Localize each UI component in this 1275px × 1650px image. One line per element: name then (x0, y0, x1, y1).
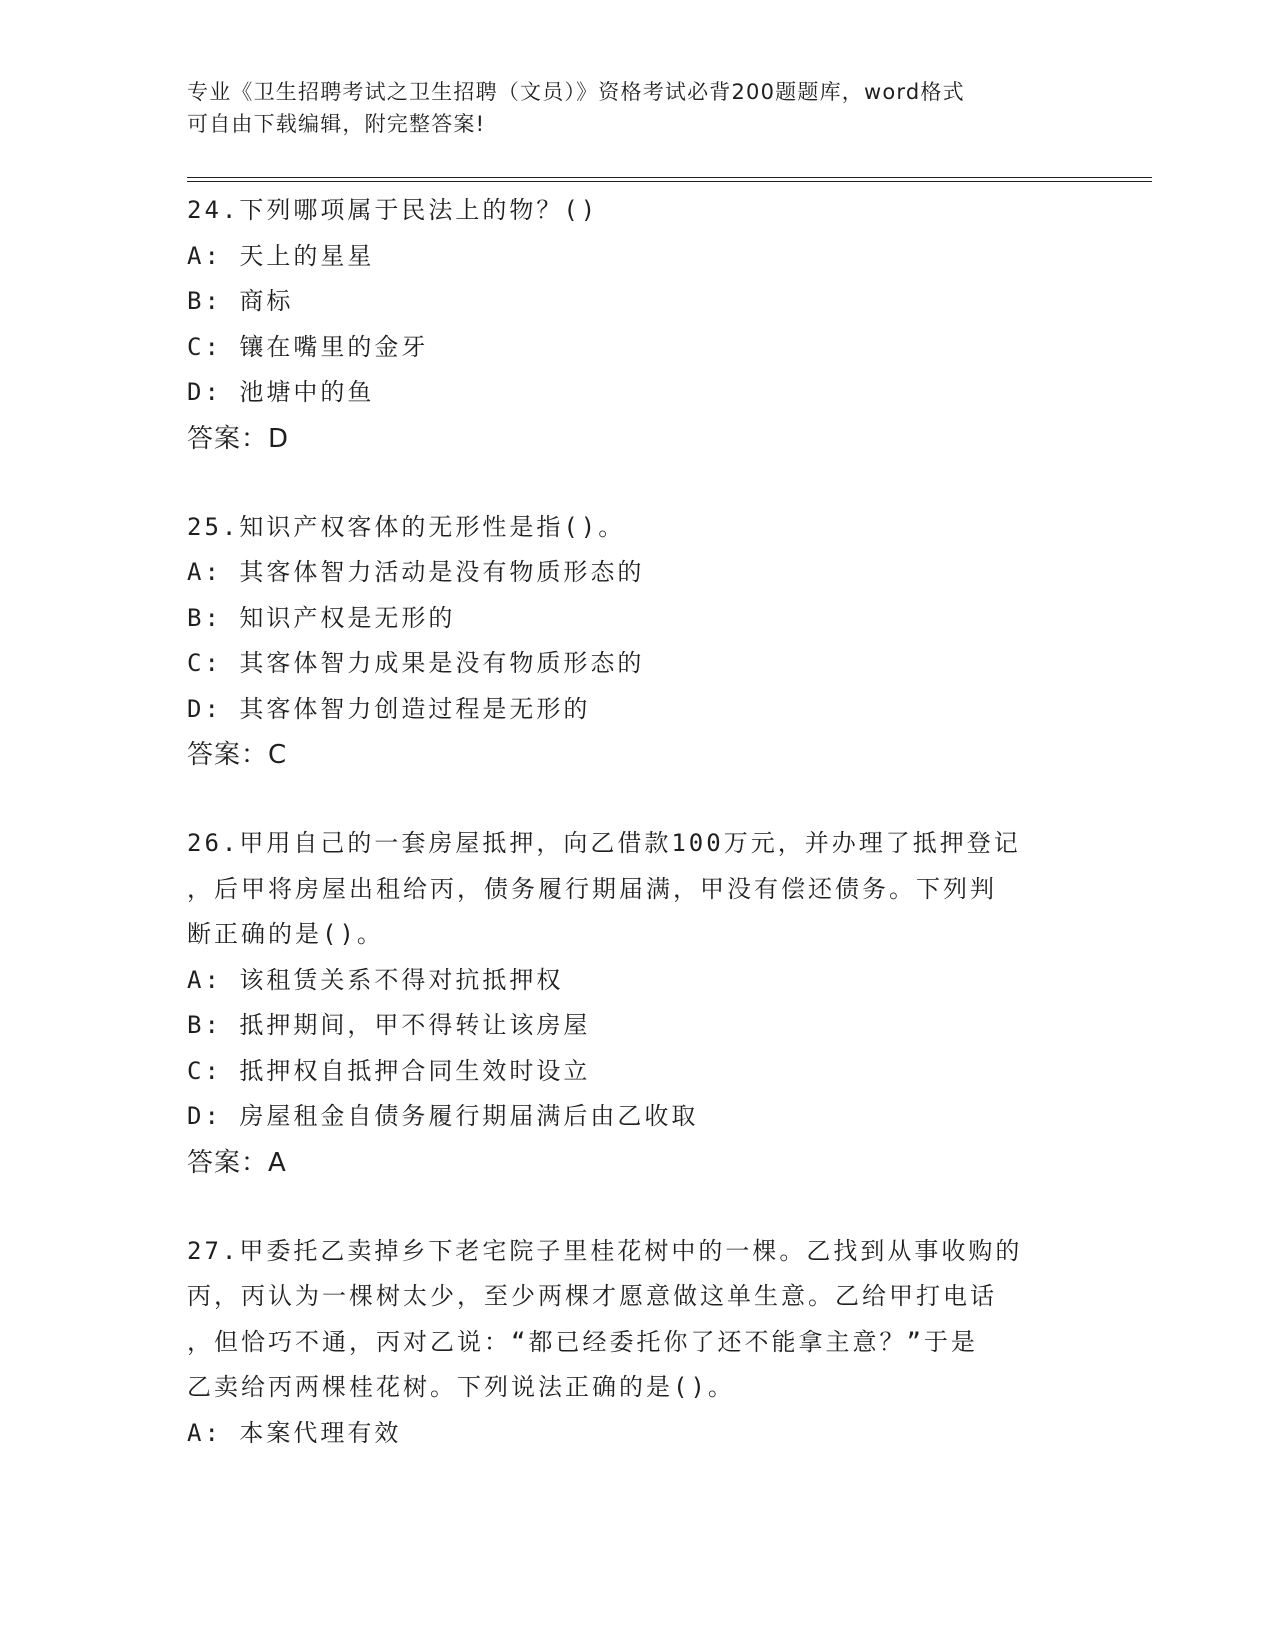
header-divider-top (187, 177, 1152, 178)
answer-line: 答案：C (187, 740, 288, 770)
question-stem-line-4: 乙卖给丙两棵桂花树。下列说法正确的是()。 (187, 1373, 735, 1401)
header-divider-bottom (187, 181, 1152, 182)
question-stem: 24.下列哪项属于民法上的物？() (187, 196, 599, 224)
option-d: D: 房屋租金自债务履行期届满后由乙收取 (187, 1102, 699, 1130)
question-stem-line-2: 丙，丙认为一棵树太少，至少两棵才愿意做这单生意。乙给甲打电话 (187, 1282, 997, 1310)
option-a: A: 本案代理有效 (187, 1418, 402, 1447)
option-d: D: 池塘中的鱼 (187, 378, 375, 406)
option-d: D: 其客体智力创造过程是无形的 (187, 694, 591, 723)
answer-line: 答案：D (187, 423, 290, 454)
option-c: C: 抵押权自抵押合同生效时设立 (187, 1056, 591, 1085)
question-stem-line-1: 27.甲委托乙卖掉乡下老宅院子里桂花树中的一棵。乙找到从事收购的 (187, 1236, 1023, 1265)
question-stem-line-1: 26.甲用自己的一套房屋抵押，向乙借款100万元，并办理了抵押登记 (187, 829, 1021, 857)
question-24 (187, 188, 1087, 462)
question-26 (187, 821, 1087, 1186)
answer-line: 答案：A (187, 1147, 287, 1178)
option-a: A: 其客体智力活动是没有物质形态的 (187, 558, 645, 586)
header-line-2: 可自由下载编辑，附完整答案! (187, 112, 486, 136)
question-25 (187, 505, 1087, 779)
option-a: A: 该租赁关系不得对抗抵押权 (187, 965, 564, 994)
option-a: A: 天上的星星 (187, 241, 375, 270)
option-b: B: 商标 (187, 287, 294, 315)
option-c: C: 其客体智力成果是没有物质形态的 (187, 649, 645, 677)
document-header (187, 76, 1077, 140)
question-stem: 25.知识产权客体的无形性是指()。 (187, 512, 626, 541)
question-27 (187, 1229, 1087, 1457)
question-stem-line-2: ，后甲将房屋出租给丙，债务履行期届满，甲没有偿还债务。下列判 (187, 874, 997, 903)
header-line-1: 专业《卫生招聘考试之卫生招聘（文员）》资格考试必背200题题库，word格式 (187, 80, 965, 104)
question-stem-line-3: ，但恰巧不通，丙对乙说：“都已经委托你了还不能拿主意？”于是 (187, 1327, 978, 1356)
option-b: B: 知识产权是无形的 (187, 603, 456, 632)
option-b: B: 抵押期间，甲不得转让该房屋 (187, 1011, 591, 1039)
question-stem-line-3: 断正确的是()。 (187, 920, 384, 948)
option-c: C: 镶在嘴里的金牙 (187, 332, 429, 361)
question-list (187, 188, 1087, 1456)
